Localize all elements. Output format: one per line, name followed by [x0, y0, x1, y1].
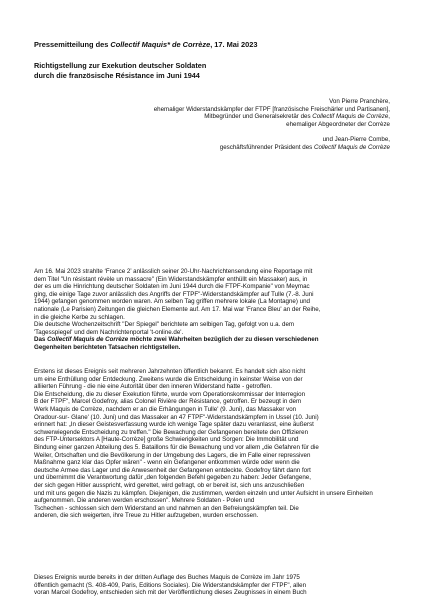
text-line: Die Entscheidung, die zu dieser Exekution führte, wurde vom Operationskommissar der Interregion	[34, 390, 306, 398]
text-line: öffentlich gemacht (S. 408-409, Paris, Editions Sociales). Die Widerstandskämpfer der FTPF", allen	[34, 581, 307, 589]
text-line: und mit uns gegen die Nazis zu kämpfen. Diejenigen, die zustimmen, werden einzeln und unter Aufsicht in unsere Einheiten	[34, 489, 373, 497]
text-line: alliierten Führung - die nie eine Autorität über den inneren Widerstand hatte - getroffen.	[34, 383, 272, 391]
text-line: voran Marcel Godefroy, entschieden sich mit der Veröffentlichung dieses Zeugnisses in einem Buch	[34, 589, 307, 597]
lead-statement-line2: Gegenheiten berichteten Tatsachen richtigstellen.	[34, 343, 181, 351]
author-line: und Jean-Pierre Combe,	[322, 135, 390, 143]
text-line: anderen, die sich weigerten, ihre Treue zu Hitler aufzugeben, wurden erschossen.	[34, 512, 259, 520]
paragraph-main	[34, 368, 390, 520]
author-line: geschäftsführender Präsident des Collectif Maquis de Corrèze	[219, 143, 390, 151]
text-line: B der FTPF", Marcel Godefroy, alias Colonel Rivière der Résistance, getroffen. Er bezeugt in dem	[34, 398, 302, 406]
headline-line: durch die französische Résistance im Juni 1944	[34, 70, 200, 80]
text-line: erinnert hat: „In dieser Geistesverfassung wurde ich wenige Tage später dazu veranlasst, eine äußerst	[34, 421, 314, 429]
text-line: Weiler, Ortschaften und die Bevölkerung in der Umgebung des Lagers, die im Falle einer repressiven	[34, 451, 311, 459]
text-line: nationale (Le Parisien) Zeitungen die gleichen Elemente auf. Am 17. Mai war 'France Bleu' an der Reihe,	[34, 305, 321, 313]
text-line: 1944) gefangen genommen worden waren. Am selben Tag griffen mehrere lokale (La Montagne) und	[34, 298, 310, 306]
paragraph-final	[34, 574, 390, 597]
text-line: des FTP-Untersektors A [Haute-Corrèze] große Schwierigkeiten und Sorgen: Die Immobilität und	[34, 436, 299, 444]
text-line: der sich gegen Hitler ausspricht, wird gerettet, wird gefragt, ob er bereit ist, sich uns anzuschließen	[34, 481, 305, 489]
author-line: Von Pierre Pranchère,	[329, 98, 390, 105]
text-line: 'Tagesspiegel' und dem Nachrichtenportal 't-online.de'.	[34, 328, 184, 336]
text-line: Maßnahme ganz klar das Opfer wären" - wenn ein Gefangener entkommen würde oder wenn die	[34, 459, 300, 467]
text-line: Oradour-sur- Glane' (10. Juni) und das Massaker an 47 FTPF"-Widerstandskämpfern in Ussel (10. Juni)	[34, 413, 319, 421]
title-prefix: Pressemitteilung des	[34, 40, 111, 49]
text-line: Werk Maquis de Corrèze, nachdem er an die Erhängungen in Tulle' (9. Juni), das Massaker von	[34, 405, 297, 413]
text-line: in die gleiche Kerbe zu schlagen.	[34, 313, 125, 321]
text-line: schwerwiegende Entscheidung zu treffen." Die Bewachung der Gefangenen bereitete den Offizieren	[34, 428, 309, 436]
author-line: ehemaliger Widerstandskämpfer der FTPF [französische Freischärler und Partisanen],	[153, 105, 390, 113]
text-line: Am 16. Mai 2023 strahlte ‘France 2’ anlässlich seiner 20-Uhr-Nachrichtensendung eine Reportage mit	[34, 268, 313, 275]
headline-line: Richtigstellung zur Exekution deutscher Soldaten	[34, 61, 207, 70]
text-line: um eine Enthüllung oder Entdeckung. Zweitens wurde die Entscheidung in keinster Weise von der	[34, 375, 303, 383]
text-line: und übernimmt die Verantwortung dafür „den folgenden Befehl gegeben zu haben: Jeder Gefangene,	[34, 474, 311, 482]
text-line: der es um die Hinrichtung deutscher Soldaten im Juni 1944 durch die FTPF-Kompanie" von Meymac	[34, 283, 310, 291]
text-line: aufgenommen. Die anderen werden erschossen". Mehrere Soldaten - Polen und	[34, 497, 255, 505]
text-line: Bindung einer ganzen Abteilung des 5. Bataillons für die Bewachung und vor allem „die Gefahren für die	[34, 443, 319, 451]
paragraph-intro	[34, 268, 390, 352]
lead-statement: Das Collectif Maquis de Corrèze möchte zwei Wahrheiten bezüglich der zu diesen verschiedenen	[34, 336, 319, 344]
text-line: Erstens ist dieses Ereignis seit mehreren Jahrzehnten öffentlich bekannt. Es handelt sich also nicht	[34, 368, 306, 375]
text-line: deutsche Armee das Lager und die Anwesenheit der Gefangenen entdeckte. Godefroy fährt dann fort	[34, 466, 311, 474]
title-suffix: , 17. Mai 2023	[210, 40, 258, 49]
title-org: Collectif Maquis* de Corrèze	[110, 40, 211, 49]
author-block	[90, 98, 390, 151]
text-line: dem Titel "Un résistant révèle un massacre" (Ein Widerstandskämpfer enthüllt ein Massaker) aus, in	[34, 275, 308, 283]
text-line: Tschechen - schlossen sich dem Widerstand an und nahmen an den Befreiungskämpfen teil. Die	[34, 504, 299, 512]
author-line: ehemaliger Abgeordneter der Corrèze	[286, 120, 390, 128]
headline	[34, 61, 206, 80]
text-line: ging, die einige Tage zuvor anlässlich des Angriffs der FTPF"-Widerstandskämpfer auf Tulle (7.-8. Juni	[34, 290, 314, 298]
press-release-page	[34, 0, 390, 600]
document-title	[34, 40, 257, 49]
author-line: Mitbegründer und Generalsekretär des Collectif Maquis de Corrèze,	[204, 113, 390, 121]
text-line: Dieses Ereignis wurde bereits in der dritten Auflage des Buches Maquis de Corrèze im Jahr 1975	[34, 574, 300, 581]
text-line: Die deutsche Wochenzeitschrift "Der Spiegel" berichtete am selbigen Tag, gefolgt von u.a. dem	[34, 321, 295, 329]
